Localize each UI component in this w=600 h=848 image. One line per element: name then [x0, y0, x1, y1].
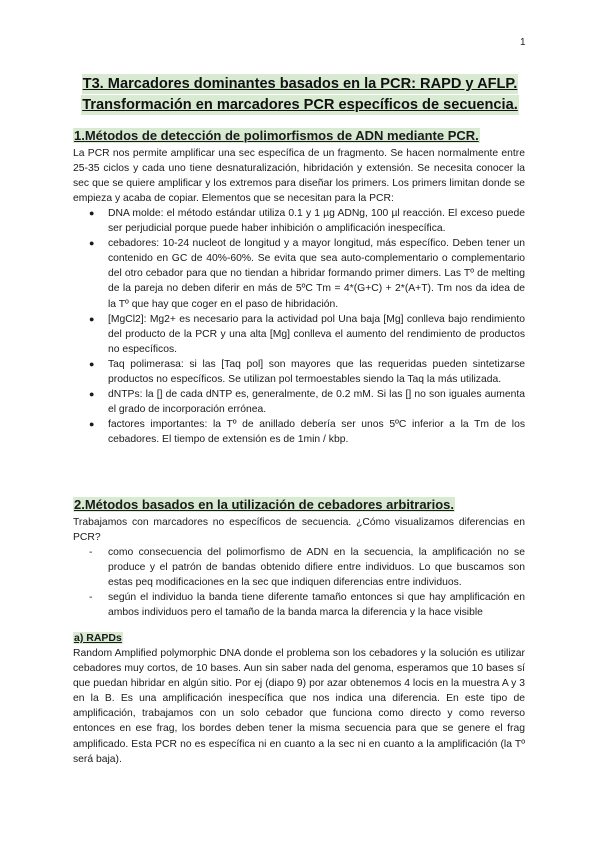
rapds-heading: a) RAPDs [74, 632, 122, 644]
title-line-2: Transformación en marcadores PCR específicos de secuencia. [82, 97, 518, 113]
bullet-icon: ● [89, 313, 95, 324]
dash-icon: - [89, 547, 93, 558]
list-item: ● [MgCl2]: Mg2+ es necesario para la actividad pol Una baja [Mg] conlleva bajo rendimiento del producto de la PCR y una alta [Mg] conlleva el aumento del rendimiento de productos no específicos. [89, 313, 525, 355]
bullet-icon: ● [89, 238, 95, 249]
rapds-text: Random Amplified polymorphic DNA donde el problema son los cebadores y la solución es utilizar cebadores muy cortos, de 10 bases. Aun sin saber nada del genoma, esperamos que 10 bases sí que puedan hibridar en algún sitio. Por ej (diapo 9) por azar obtenemos 4 locis en la muestra A y 3 en la B. Es una amplificación inespecífica que nos indica una diferencia. En este tipo de amplificación, trabajamos con un solo cebador que funciona como directo y como reverso entonces en ese frag, los bordes deben tener la misma secuencia para que se genere el frag amplificado. Esta PCR no es específica ni en cuanto a la sec ni en cuanto a la amplificación (la Tº será baja). [73, 648, 525, 765]
list-item: ● dNTPs: la [] de cada dNTP es, generalmente, de 0.2 mM. Si las [] no son iguales aumenta el grado de incorporación errónea. [89, 389, 525, 416]
list-item: ● DNA molde: el método estándar utiliza 0.1 y 1 µg ADNg, 100 µl reacción. El exceso puede ser perjudicial porque puede haber inhibición o amplificación inespecífica. [89, 208, 525, 235]
bullet-icon: ● [89, 419, 95, 430]
bullet-icon: ● [89, 358, 95, 369]
section-2-heading: 2.Métodos basados en la utilización de cebadores arbitrarios. [74, 497, 454, 512]
page-number: 1 [520, 37, 526, 48]
list-item: ● factores importantes: la Tº de anillado debería ser unos 5ºC inferior a la Tm de los cebadores. El tiempo de extensión es de 1min / kbp. [89, 419, 525, 446]
bullet-icon: ● [89, 389, 95, 400]
title-line-1: T3. Marcadores dominantes basados en la PCR: RAPD y AFLP. [82, 76, 518, 92]
section-1-bullet-list [73, 206, 525, 448]
section-1-intro: La PCR nos permite amplificar una sec específica de un fragmento. Se hacen normalmente entre 25-35 ciclos y cada uno tiene desnaturalización, hibridación y extensión. Se necesita conocer la sec que se quiere amplificar y los extremos para diseñar los primers. Los primers limitan donde se empieza y acaba de copiar. Elementos que se necesitan para la PCR: [73, 148, 525, 205]
list-item: - según el individuo la banda tiene diferente tamaño entonces si que hay amplificación en ambos individuos pero el tamaño de la banda marca la diferencia y la hace visible [89, 592, 525, 619]
list-item: ● Taq polimerasa: si las [Taq pol] son mayores que las requeridas pueden sintetizarse productos no específicos. Se utilizan pol termoestables siendo la Taq la más utilizada. [89, 358, 525, 386]
bullet-icon: ● [89, 208, 95, 218]
section-1-heading: 1.Métodos de detección de polimorfismos de ADN mediante PCR. [74, 128, 479, 143]
dash-icon: - [89, 592, 93, 604]
list-item: - como consecuencia del polimorfismo de ADN en la secuencia, la amplificación no se produce y el patrón de bandas obtenido difiere entre individuos. Lo que buscamos son estas peq modificaciones en la sec que indiquen diferencias entre individuos. [89, 547, 525, 589]
page-title [60, 74, 540, 115]
section-2-dash-list [73, 545, 525, 620]
section-2-intro: Trabajamos con marcadores no específicos de secuencia. ¿Cómo visualizamos diferencias en PCR? [73, 517, 525, 544]
list-item: ● cebadores: 10-24 nucleot de longitud y a mayor longitud, más específico. Deben tener un contenido en GC de 40%-60%. Se evita que sea auto-complementario o complementario del otro cebador para que no tiendan a hibridar formando primer dimers. Las Tº de melting de la pareja no deben diferir en más de 5ºC Tm = 4*(G+C) + 2*(A+T). Tm nos da idea de la Tº que hay que coger en el paso de hibridación. [89, 238, 525, 310]
